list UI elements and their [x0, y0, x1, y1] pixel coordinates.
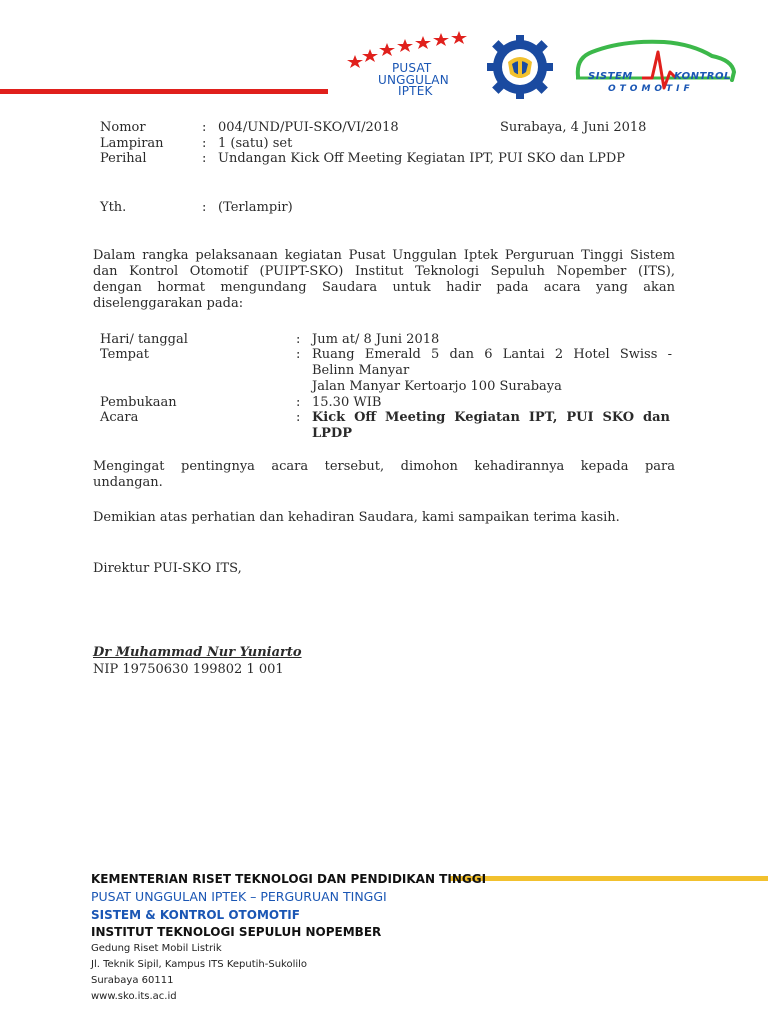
sko-logo-line3: OTOMOTIF: [608, 84, 694, 94]
header-red-line: [0, 89, 328, 94]
its-logo: [486, 34, 554, 100]
perihal-label: Perihal: [100, 151, 147, 166]
its-gear-icon: [486, 34, 554, 100]
acara-value-line2: LPDP: [312, 426, 352, 441]
tempat-colon: :: [296, 347, 301, 362]
tempat-value-line1: Ruang Emerald 5 dan 6 Lantai 2 Hotel Swiss -: [312, 347, 672, 362]
hari-value: Jum at/ 8 Juni 2018: [312, 332, 440, 347]
footer-ministry: KEMENTERIAN RISET TEKNOLOGI DAN PENDIDIKAN TINGGI: [91, 872, 487, 886]
footer-yellow-line: [450, 876, 768, 881]
closing-line2: undangan.: [93, 475, 163, 490]
perihal-value: Undangan Kick Off Meeting Kegiatan IPT, PUI SKO dan LPDP: [218, 151, 626, 166]
pembukaan-label: Pembukaan: [100, 395, 177, 410]
perihal-colon: :: [202, 151, 207, 166]
sko-logo-line2: KONTROL: [674, 71, 731, 82]
tempat-value-line3: Jalan Manyar Kertoarjo 100 Surabaya: [312, 379, 562, 394]
intro-line4: diselenggarakan pada:: [93, 296, 244, 311]
intro-line3: dengan hormat mengundang Saudara untuk hadir pada acara yang akan: [93, 280, 675, 295]
pusat-logo-line3: IPTEK: [398, 84, 433, 98]
footer-sko: SISTEM & KONTROL OTOMOTIF: [91, 908, 300, 922]
signatory-nip: NIP 19750630 199802 1 001: [93, 662, 284, 677]
footer-address2: Jl. Teknik Sipil, Kampus ITS Keputih-Sukolilo: [91, 959, 308, 970]
hari-label: Hari/ tanggal: [100, 332, 188, 347]
footer-address1: Gedung Riset Mobil Listrik: [91, 943, 222, 954]
lampiran-colon: :: [202, 136, 207, 151]
signoff: Direktur PUI-SKO ITS,: [93, 561, 242, 576]
footer-website[interactable]: www.sko.its.ac.id: [91, 991, 177, 1002]
closing-line1: Mengingat pentingnya acara tersebut, dimohon kehadirannya kepada para: [93, 459, 675, 474]
intro-line2: dan Kontrol Otomotif (PUIPT-SKO) Institut Teknologi Sepuluh Nopember (ITS),: [93, 264, 675, 279]
closing-paragraph: [93, 459, 675, 491]
acara-label: Acara: [100, 410, 139, 425]
letter-date: Surabaya, 4 Juni 2018: [500, 120, 647, 135]
pusat-logo-line2: UNGGULAN: [378, 73, 449, 87]
pembukaan-colon: :: [296, 395, 301, 410]
nomor-label: Nomor: [100, 120, 146, 135]
yth-colon: :: [202, 200, 207, 215]
yth-value: (Terlampir): [218, 200, 293, 215]
tempat-label: Tempat: [100, 347, 149, 362]
intro-paragraph: [93, 248, 675, 312]
nomor-colon: :: [202, 120, 207, 135]
sko-logo-line1: SISTEM: [588, 71, 633, 82]
hari-colon: :: [296, 332, 301, 347]
pusat-unggulan-logo: [340, 28, 475, 98]
acara-value-line1: Kick Off Meeting Kegiatan IPT, PUI SKO dan: [312, 410, 670, 425]
tempat-value-line2: Belinn Manyar: [312, 363, 410, 378]
footer-its: INSTITUT TEKNOLOGI SEPULUH NOPEMBER: [91, 925, 382, 939]
lampiran-value: 1 (satu) set: [218, 136, 293, 151]
lampiran-label: Lampiran: [100, 136, 164, 151]
nomor-value: 004/UND/PUI-SKO/VI/2018: [218, 120, 399, 135]
sistem-kontrol-otomotif-logo: [572, 36, 738, 98]
intro-line1: Dalam rangka pelaksanaan kegiatan Pusat Unggulan Iptek Perguruan Tinggi Sistem: [93, 248, 675, 263]
footer-address3: Surabaya 60111: [91, 975, 174, 986]
signatory-name: Dr Muhammad Nur Yuniarto: [93, 645, 302, 660]
footer-pusat: PUSAT UNGGULAN IPTEK – PERGURUAN TINGGI: [91, 889, 387, 904]
acara-colon: :: [296, 410, 301, 425]
yth-label: Yth.: [100, 200, 127, 215]
pusat-logo-line1: PUSAT: [392, 61, 432, 75]
thanks-paragraph: Demikian atas perhatian dan kehadiran Saudara, kami sampaikan terima kasih.: [93, 510, 620, 525]
pembukaan-value: 15.30 WIB: [312, 395, 382, 410]
